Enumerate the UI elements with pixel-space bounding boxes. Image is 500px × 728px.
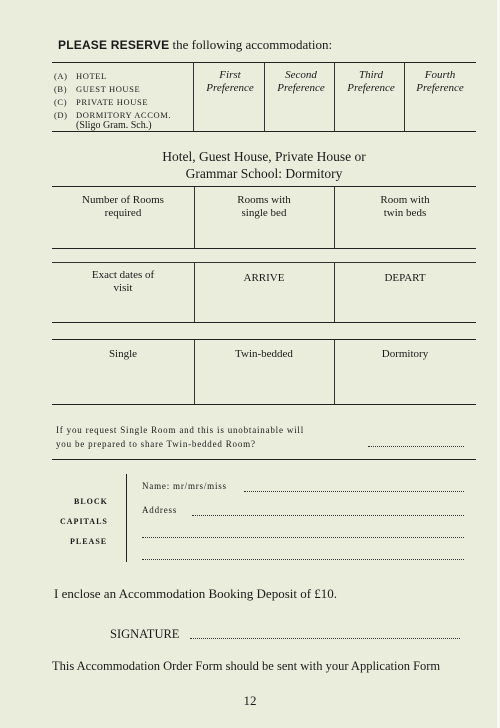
single-bed-label: Rooms with single bed (237, 194, 291, 219)
question-line2: you be prepared to share Twin-bedded Room? (56, 439, 256, 449)
third-preference-header: Third Preference (347, 69, 395, 94)
heading-bold: PLEASE RESERVE (58, 38, 170, 52)
heading-rest: the following accommodation: (172, 37, 333, 52)
col-divider (334, 262, 335, 322)
dormitory-label: Dormitory (381, 348, 429, 360)
name-field[interactable] (244, 491, 464, 492)
option-note: (Sligo Gram. Sch.) (76, 120, 152, 131)
depart-label: DEPART (384, 272, 426, 284)
single-label: Single (108, 348, 138, 360)
page-number: 12 (243, 693, 257, 708)
arrive-label: ARRIVE (243, 272, 285, 284)
capitals-label: CAPITALS (60, 517, 108, 526)
address-field-line3[interactable] (142, 559, 464, 560)
block-bracket (126, 474, 127, 562)
type-top-rule (52, 339, 476, 340)
rooms-required-label: Number of Rooms required (82, 194, 164, 219)
second-preference-header: Second Preference (277, 69, 325, 94)
signature-field[interactable] (190, 638, 460, 639)
section-title-line1: Hotel, Guest House, Private House or (162, 149, 366, 164)
dates-label: Exact dates of visit (91, 269, 155, 294)
address-label: Address (142, 505, 178, 515)
signature-label: SIGNATURE (110, 627, 180, 641)
block-label: BLOCK (74, 497, 108, 506)
share-room-question (56, 423, 304, 451)
table-bottom-rule (52, 131, 476, 132)
section-title-line2: Grammar School: Dormitory (185, 166, 343, 181)
col-divider (193, 63, 194, 131)
option-private-house: (C) PRIVATE HOUSE (54, 97, 149, 107)
rooms-bottom-rule (52, 248, 476, 249)
twin-beds-label: Room with twin beds (380, 194, 430, 219)
first-preference-header: First Preference (206, 69, 254, 94)
col-divider (194, 262, 195, 322)
twin-bedded-label: Twin-bedded (235, 348, 293, 360)
address-field-line1[interactable] (192, 515, 464, 516)
name-label: Name: mr/mrs/miss (142, 481, 227, 491)
footer-instruction: This Accommodation Order Form should be sent with your Application Form (52, 659, 441, 673)
dates-bottom-rule (52, 322, 476, 323)
option-dormitory: (D) DORMITORY ACCOM. (54, 110, 172, 120)
option-hotel: (A) HOTEL (54, 71, 107, 81)
rooms-top-rule (52, 186, 476, 187)
share-room-answer-field[interactable] (368, 446, 464, 447)
type-bottom-rule (52, 404, 476, 405)
question-bottom-rule (52, 459, 476, 460)
deposit-statement: I enclose an Accommodation Booking Deposit of £10. (54, 586, 338, 601)
address-field-line2[interactable] (142, 537, 464, 538)
fourth-preference-header: Fourth Preference (416, 69, 464, 94)
option-guest-house: (B) GUEST HOUSE (54, 84, 141, 94)
please-label: PLEASE (70, 537, 108, 546)
question-line1: If you request Single Room and this is unobtainable will (56, 425, 305, 435)
dates-top-rule (52, 262, 476, 263)
form-heading (58, 37, 332, 53)
